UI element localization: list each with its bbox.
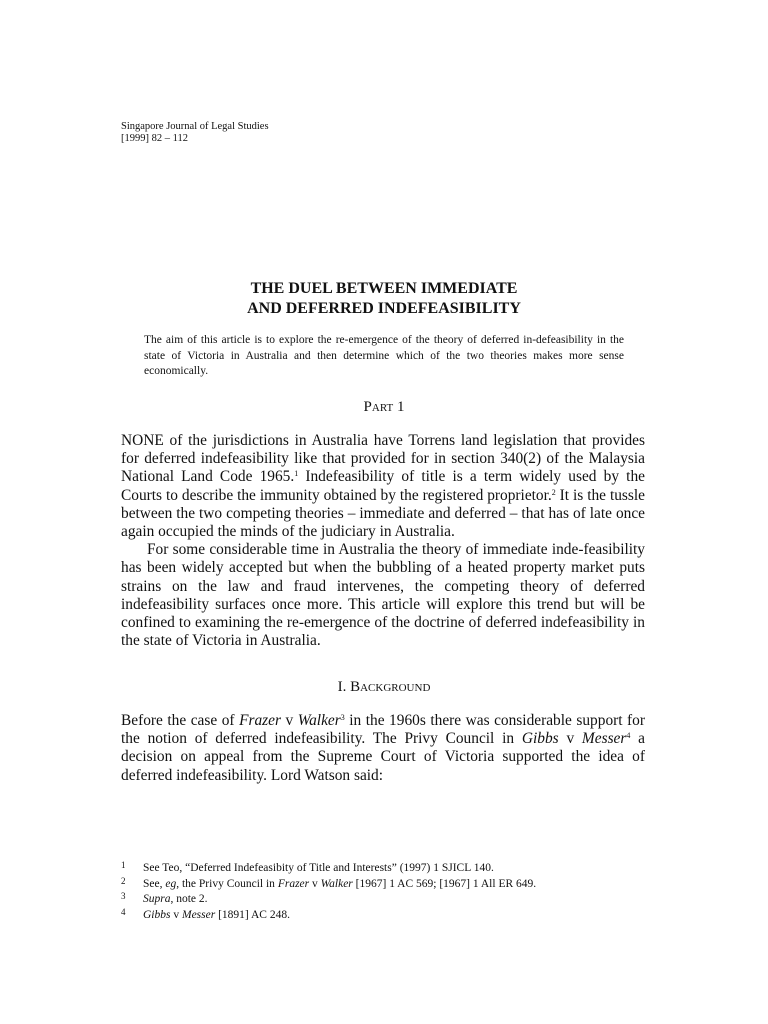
intro-text-c: It is the tussle between the two competing theories – immediate and deferred – that has of late once again occupied the minds of the judiciary in Australia.: [121, 486, 646, 541]
footnote-item: [121, 877, 661, 893]
part-heading: Part 1: [363, 399, 405, 415]
footnote-text: [1967] 1 AC 569; [1967] 1 All ER 649.: [352, 877, 537, 890]
section-heading: I. Background: [337, 679, 431, 695]
case-name-gibbs: Gibbs: [521, 730, 559, 748]
footnote-item: [121, 908, 661, 924]
footnote-italic: Frazer: [277, 877, 310, 890]
footnote-item: [121, 861, 661, 877]
footnote-number: 1: [121, 860, 126, 870]
footnote-number: 3: [121, 891, 126, 901]
case-name-frazer: Frazer: [239, 712, 281, 729]
footnote-text: v: [170, 908, 182, 921]
footnote-text: See Teo, “Deferred Indefeasibity of Title and Interests” (1997) 1 SJICL 140.: [143, 862, 494, 874]
background-paragraph: [121, 712, 645, 785]
bg-text-3: a decision on appeal from the Supreme Court of Victoria supported the idea of deferred indefeasibility. Lord Watson said:: [121, 730, 645, 784]
title-line-1: THE DUEL BETWEEN IMMEDIATE: [250, 280, 518, 297]
bg-text-1: Before the case of: [121, 712, 240, 729]
abstract: The aim of this article is to explore the re-emergence of the theory of deferred in-defeasibility in the state of Victoria in Australia and then determine which of the two theories makes more sense economically.: [144, 334, 624, 377]
intro-text-b: Indefeasibility of title is a term widely used by the Courts to describe the immunity obtained by the registered proprietor.: [121, 468, 645, 504]
journal-header: [121, 121, 269, 145]
bg-text-2: in the 1960s there was considerable support for the notion of deferred indefeasibility. The Privy Council in: [121, 712, 646, 748]
footnote-italic: Walker: [320, 877, 353, 890]
footnote-number: 4: [121, 906, 126, 917]
case-name-messer: Messer: [581, 730, 627, 748]
footnote-text: , the Privy Council in: [176, 877, 278, 890]
footnote-italic: eg: [165, 877, 177, 890]
versus-1: v: [280, 712, 298, 729]
journal-citation: [1999] 82 – 112: [121, 133, 188, 144]
footnote-ref-4[interactable]: 4: [626, 731, 631, 741]
journal-name: Singapore Journal of Legal Studies: [121, 121, 269, 132]
intro-text-a: NONE of the jurisdictions in Australia have Torrens land legislation that provides for deferred indefeasibility like that provided for in section 340(2) of the Malaysia National Land Code 1965.: [121, 432, 645, 486]
footnote-italic: Gibbs: [143, 908, 171, 921]
footnotes: [121, 861, 661, 923]
footnote-ref-3[interactable]: 3: [340, 713, 345, 722]
intro-paragraph-2: For some considerable time in Australia the theory of immediate inde-feasibility has been widely accepted but when the bubbling of a heated property market puts strains on the law and fraud intervenes, the competing theory of deferred indefeasibility surfaces once more. This article will explore this trend but will be confined to examining the re-emergence of the doctrine of deferred indefeasibility in the state of Victoria in Australia.: [121, 541, 645, 650]
footnote-number: 2: [121, 875, 126, 886]
footnote-italic: Supra: [143, 893, 171, 905]
article-title: [0, 279, 768, 319]
footnote-ref-2[interactable]: 2: [551, 487, 556, 497]
footnote-text: [1891] AC 248.: [215, 908, 290, 921]
background-section: [121, 712, 645, 785]
footnote-ref-1[interactable]: 1: [294, 469, 299, 479]
versus-2: v: [558, 730, 582, 748]
footnote-item: [121, 892, 661, 908]
footnote-text: See,: [143, 877, 166, 890]
footnote-italic: Messer: [181, 908, 216, 921]
intro-paragraph-1: [121, 432, 645, 541]
intro-section: [121, 432, 645, 650]
footnote-text: , note 2.: [170, 893, 208, 905]
footnote-text: v: [309, 877, 321, 890]
title-line-2: AND DEFERRED INDEFEASIBILITY: [247, 300, 521, 317]
case-name-walker: Walker: [297, 712, 341, 729]
